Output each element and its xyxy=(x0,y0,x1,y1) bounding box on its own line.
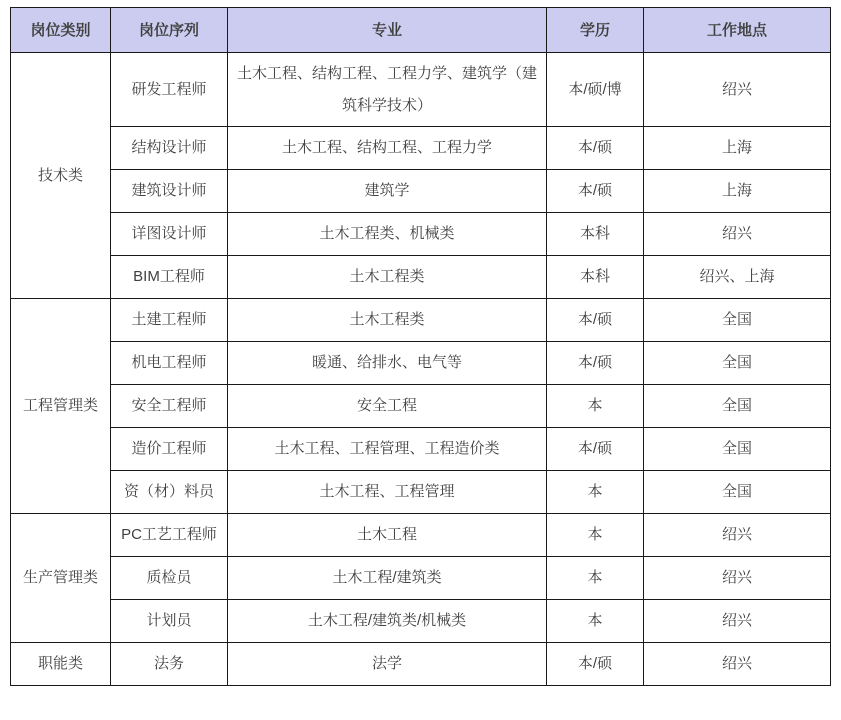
location-cell: 绍兴、上海 xyxy=(644,256,831,299)
table-row xyxy=(11,342,831,385)
degree-cell: 本 xyxy=(547,385,644,428)
location-cell: 全国 xyxy=(644,428,831,471)
job-cell: 机电工程师 xyxy=(111,342,228,385)
major-cell: 土木工程/建筑类 xyxy=(228,557,547,600)
major-cell: 安全工程 xyxy=(228,385,547,428)
table-row xyxy=(11,514,831,557)
job-cell: 造价工程师 xyxy=(111,428,228,471)
job-cell: 质检员 xyxy=(111,557,228,600)
degree-cell: 本/硕 xyxy=(547,643,644,686)
degree-cell: 本/硕/博 xyxy=(547,53,644,127)
table-row xyxy=(11,53,831,127)
table-row xyxy=(11,385,831,428)
degree-cell: 本/硕 xyxy=(547,170,644,213)
location-cell: 绍兴 xyxy=(644,557,831,600)
location-cell: 绍兴 xyxy=(644,600,831,643)
job-cell: BIM工程师 xyxy=(111,256,228,299)
major-cell: 建筑学 xyxy=(228,170,547,213)
header-cell-job: 岗位序列 xyxy=(111,8,228,53)
major-cell: 土木工程、结构工程、工程力学 xyxy=(228,127,547,170)
location-cell: 全国 xyxy=(644,299,831,342)
location-cell: 全国 xyxy=(644,385,831,428)
location-cell: 绍兴 xyxy=(644,514,831,557)
header-cell-category: 岗位类别 xyxy=(11,8,111,53)
category-cell-technical: 技术类 xyxy=(11,53,111,299)
header-cell-major: 专业 xyxy=(228,8,547,53)
major-cell: 土木工程类 xyxy=(228,256,547,299)
major-cell: 土木工程 xyxy=(228,514,547,557)
job-cell: 安全工程师 xyxy=(111,385,228,428)
major-cell: 土木工程类、机械类 xyxy=(228,213,547,256)
location-cell: 绍兴 xyxy=(644,643,831,686)
degree-cell: 本 xyxy=(547,471,644,514)
category-cell-engineering-management: 工程管理类 xyxy=(11,299,111,514)
table-row xyxy=(11,127,831,170)
table-row xyxy=(11,557,831,600)
job-cell: 法务 xyxy=(111,643,228,686)
degree-cell: 本科 xyxy=(547,256,644,299)
job-cell: 建筑设计师 xyxy=(111,170,228,213)
table-row xyxy=(11,471,831,514)
table-row xyxy=(11,170,831,213)
job-cell: 资（材）料员 xyxy=(111,471,228,514)
job-cell: PC工艺工程师 xyxy=(111,514,228,557)
job-positions-table xyxy=(10,7,831,686)
table-row xyxy=(11,643,831,686)
degree-cell: 本 xyxy=(547,514,644,557)
major-cell: 法学 xyxy=(228,643,547,686)
job-cell: 计划员 xyxy=(111,600,228,643)
major-cell: 土木工程、工程管理 xyxy=(228,471,547,514)
location-cell: 全国 xyxy=(644,471,831,514)
header-cell-degree: 学历 xyxy=(547,8,644,53)
job-cell: 土建工程师 xyxy=(111,299,228,342)
category-cell-production-management: 生产管理类 xyxy=(11,514,111,643)
table-row xyxy=(11,600,831,643)
location-cell: 全国 xyxy=(644,342,831,385)
header-row xyxy=(11,8,831,53)
degree-cell: 本 xyxy=(547,557,644,600)
degree-cell: 本科 xyxy=(547,213,644,256)
major-cell: 土木工程、工程管理、工程造价类 xyxy=(228,428,547,471)
table-row xyxy=(11,299,831,342)
major-cell: 土木工程/建筑类/机械类 xyxy=(228,600,547,643)
degree-cell: 本 xyxy=(547,600,644,643)
job-cell: 详图设计师 xyxy=(111,213,228,256)
table-row xyxy=(11,256,831,299)
location-cell: 上海 xyxy=(644,170,831,213)
table-row xyxy=(11,213,831,256)
job-cell: 结构设计师 xyxy=(111,127,228,170)
job-cell: 研发工程师 xyxy=(111,53,228,127)
major-cell: 暖通、给排水、电气等 xyxy=(228,342,547,385)
location-cell: 绍兴 xyxy=(644,53,831,127)
degree-cell: 本/硕 xyxy=(547,127,644,170)
major-cell: 土木工程类 xyxy=(228,299,547,342)
degree-cell: 本/硕 xyxy=(547,299,644,342)
degree-cell: 本/硕 xyxy=(547,342,644,385)
location-cell: 绍兴 xyxy=(644,213,831,256)
location-cell: 上海 xyxy=(644,127,831,170)
header-cell-location: 工作地点 xyxy=(644,8,831,53)
table-row xyxy=(11,428,831,471)
degree-cell: 本/硕 xyxy=(547,428,644,471)
major-cell: 土木工程、结构工程、工程力学、建筑学（建筑科学技术） xyxy=(228,53,547,127)
category-cell-functional: 职能类 xyxy=(11,643,111,686)
